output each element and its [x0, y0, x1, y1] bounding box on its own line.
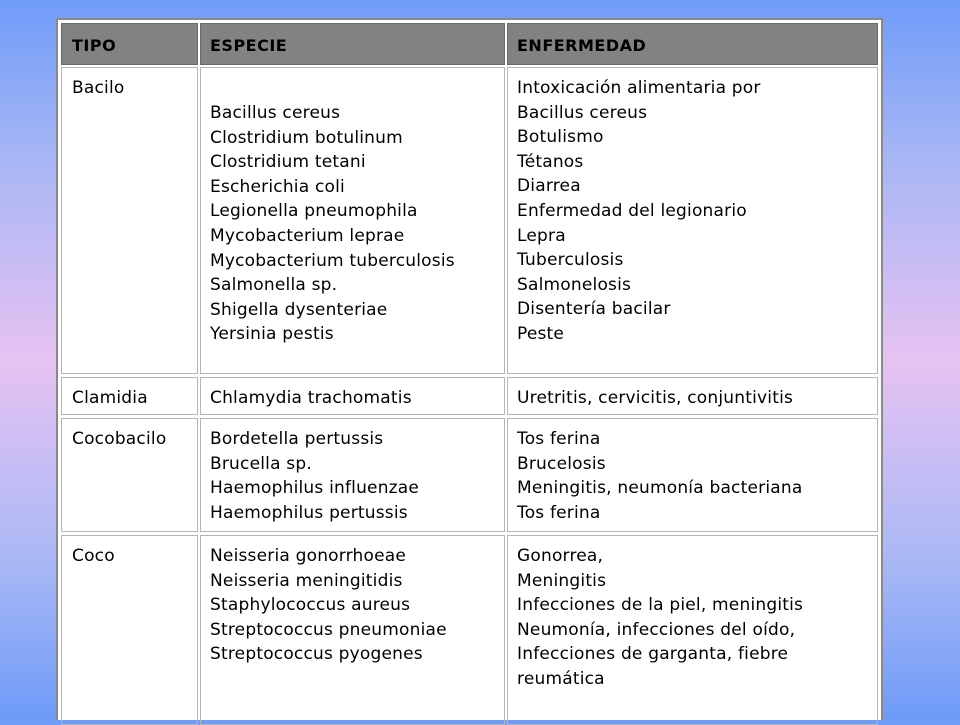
- list-item: Infecciones de garganta, fiebre: [517, 644, 789, 665]
- list-item: reumática: [517, 668, 605, 689]
- list-item: Yersinia pestis: [210, 324, 334, 345]
- list-item: Escherichia coli: [210, 176, 345, 197]
- list-item: Tétanos: [517, 151, 584, 172]
- header-especie: ESPECIE: [200, 23, 505, 65]
- tipo-cell: Clamidia: [61, 377, 198, 415]
- list-item: Tos ferina: [517, 429, 601, 449]
- enfermedad-cell: [507, 535, 878, 725]
- table-header-row: [58, 23, 881, 65]
- list-item: Lepra: [517, 225, 566, 246]
- list-item: Enfermedad del legionario: [517, 200, 747, 221]
- table-row-cocobacilo: [58, 418, 881, 532]
- especie-cell: [200, 535, 505, 725]
- list-item: Gonorrea,: [517, 546, 604, 566]
- table-row-clamidia: [58, 377, 881, 415]
- table-row-coco: [58, 535, 881, 725]
- list-item: Tos ferina: [517, 502, 601, 523]
- list-item: Chlamydia trachomatis: [210, 388, 412, 408]
- list-item: Clostridium tetani: [210, 152, 366, 173]
- list-item: Mycobacterium leprae: [210, 225, 405, 246]
- list-item: Disentería bacilar: [517, 299, 671, 320]
- list-item: Salmonelosis: [517, 274, 632, 295]
- list-item: Bacillus cereus: [210, 103, 341, 123]
- list-item: Botulismo: [517, 127, 604, 148]
- list-item: Intoxicación alimentaria por: [517, 78, 761, 98]
- list-item: Neisseria gonorrhoeae: [210, 546, 407, 566]
- list-item: Neisseria meningitidis: [210, 570, 403, 591]
- table-row-bacilo: [58, 67, 881, 374]
- list-item: Infecciones de la piel, meningitis: [517, 595, 804, 616]
- tipo-cell: Coco: [61, 535, 198, 725]
- list-item: Uretritis, cervicitis, conjuntivitis: [517, 388, 794, 408]
- header-enfermedad: ENFERMEDAD: [507, 23, 878, 65]
- list-item: Meningitis, neumonía bacteriana: [517, 478, 803, 499]
- list-item: Bacillus cereus: [517, 102, 648, 123]
- list-item: Haemophilus pertussis: [210, 502, 408, 523]
- list-item: Shigella dysenteriae: [210, 299, 388, 320]
- list-item: Meningitis: [517, 570, 607, 591]
- tipo-cell: Cocobacilo: [61, 418, 198, 532]
- list-item: Bordetella pertussis: [210, 429, 384, 449]
- list-item: Streptococcus pyogenes: [210, 644, 423, 665]
- especie-cell: [200, 67, 505, 374]
- list-item: Clostridium botulinum: [210, 127, 403, 148]
- list-item: Tuberculosis: [517, 250, 624, 271]
- list-item: Brucelosis: [517, 453, 606, 474]
- enfermedad-cell: [507, 377, 878, 415]
- list-item: Brucella sp.: [210, 453, 312, 474]
- tipo-cell: Bacilo: [61, 67, 198, 374]
- list-item: Legionella pneumophila: [210, 201, 418, 222]
- header-tipo: TIPO: [61, 23, 198, 65]
- list-item: Haemophilus influenzae: [210, 478, 420, 499]
- especie-cell: [200, 377, 505, 415]
- list-item: Mycobacterium tuberculosis: [210, 250, 455, 271]
- list-item: Neumonía, infecciones del oído,: [517, 619, 796, 640]
- list-item: Peste: [517, 323, 565, 344]
- enfermedad-cell: [507, 418, 878, 532]
- especie-cell: [200, 418, 505, 532]
- enfermedad-cell: [507, 67, 878, 374]
- list-item: Staphylococcus aureus: [210, 595, 411, 616]
- list-item: Diarrea: [517, 176, 581, 197]
- bacteria-table: [56, 18, 883, 720]
- list-item: Streptococcus pneumoniae: [210, 619, 447, 640]
- list-item: Salmonella sp.: [210, 275, 338, 296]
